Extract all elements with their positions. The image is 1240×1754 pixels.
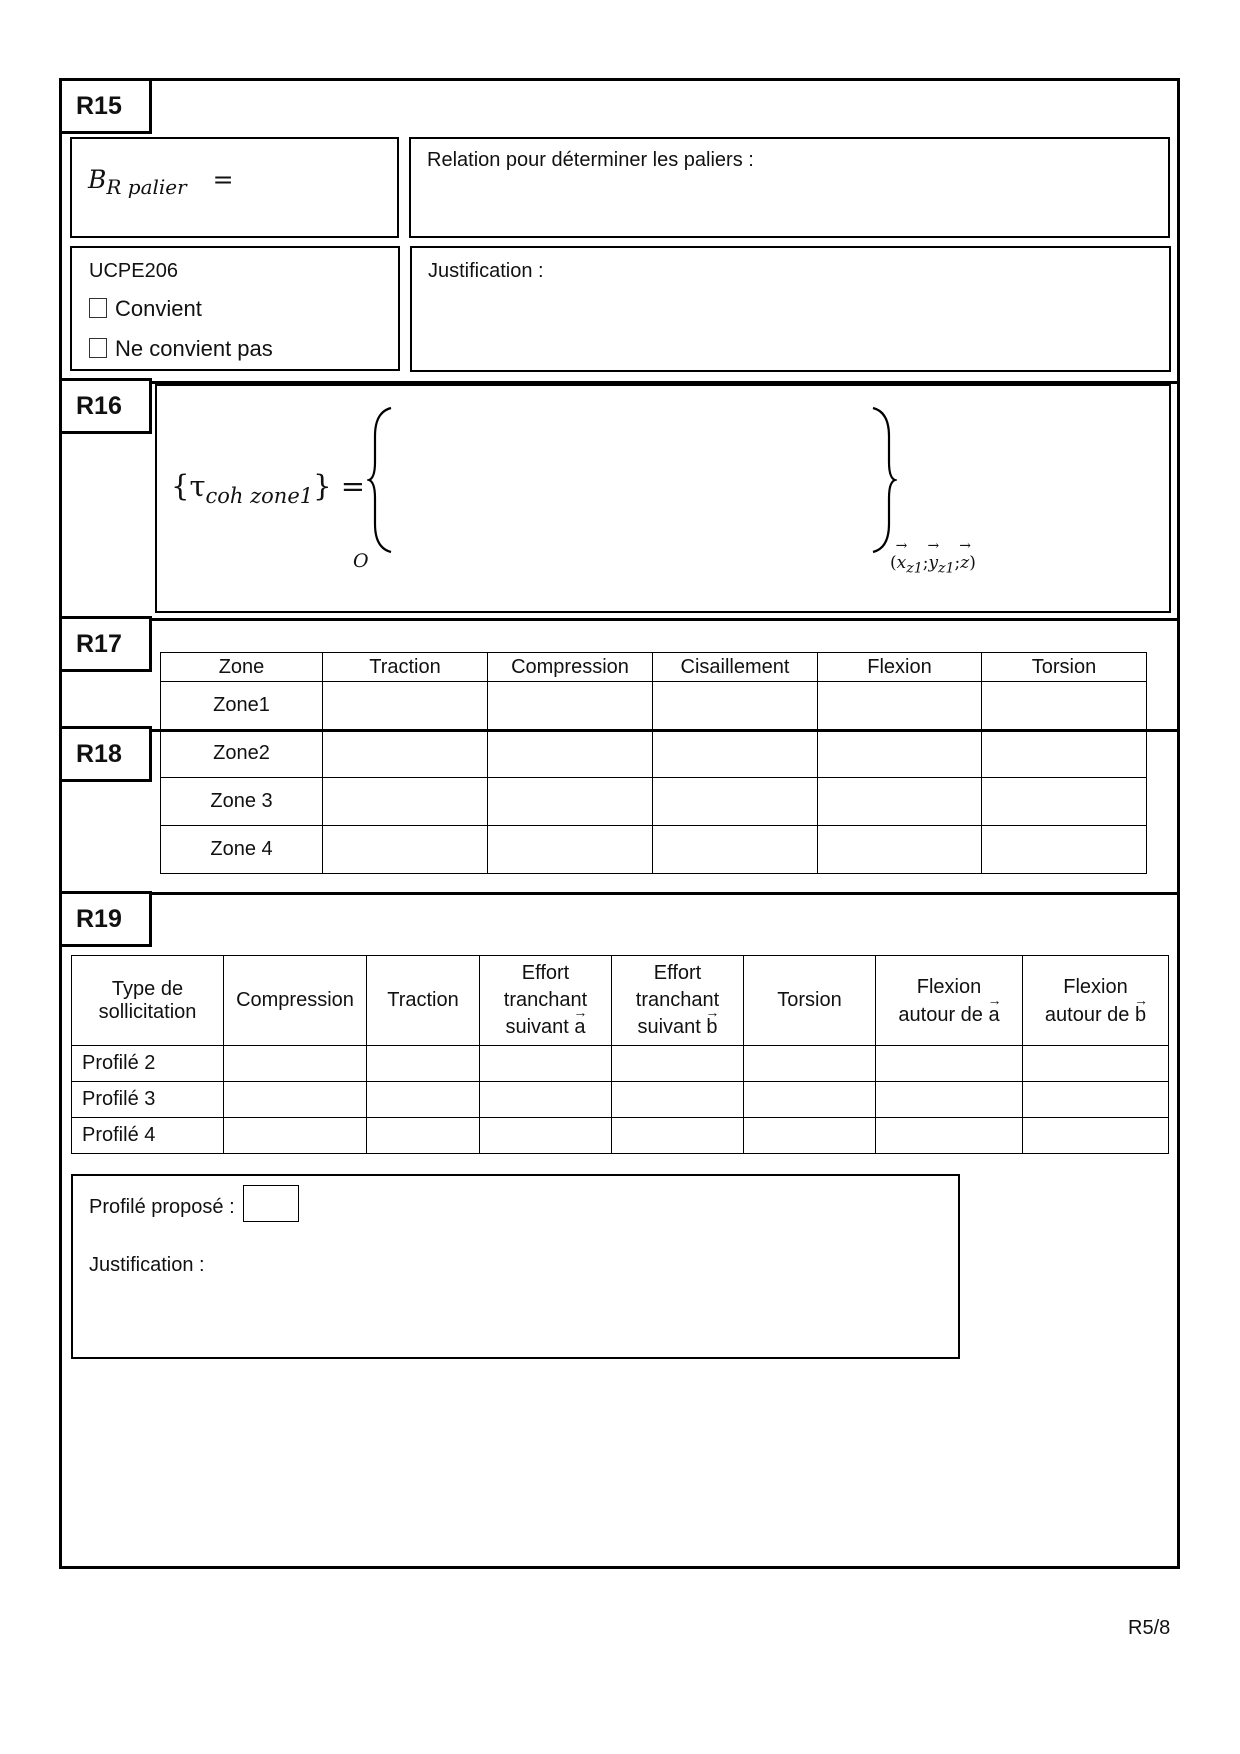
zone-table-header-row [161,653,1147,682]
zone-cell[interactable] [323,778,488,826]
zone-cell[interactable] [488,682,653,730]
zone-header-zone: Zone [161,653,323,682]
basis-label [890,553,976,576]
profile-cell[interactable] [224,1046,367,1082]
flexion-a-line2: autour de [898,1003,983,1026]
section-tag-r18-label: R18 [76,739,122,768]
zone-cell[interactable] [818,730,982,778]
zone-cell[interactable] [982,826,1147,874]
header-type-sollicitation: Type de sollicitation [72,956,224,1046]
profile-cell[interactable] [480,1046,612,1082]
basis-close: ) [969,553,976,573]
flexion-a-line1: Flexion [916,975,982,998]
zone-cell[interactable] [323,730,488,778]
profile-table-header-row [72,956,1169,1046]
torsor-label [171,469,365,508]
profile-solicitation-table [71,955,1169,1154]
justification-label-r19: Justification : [89,1254,205,1276]
profile-row-label: Profilé 4 [72,1118,224,1154]
table-row [161,778,1147,826]
br-symbol: B [88,165,107,194]
section-tag-r19 [59,891,152,947]
basis-y: y [928,553,939,573]
profile-cell[interactable] [612,1118,744,1154]
section-tag-r15 [59,78,152,134]
divider-r16-r17 [62,618,1177,621]
origin-label: O [353,550,369,572]
zone-cell[interactable] [653,730,818,778]
vector-b-icon: b → [1135,1001,1146,1029]
profile-cell[interactable] [876,1046,1023,1082]
basis-z: z [960,553,970,573]
zone-row-label: Zone1 [161,682,323,730]
right-brace-icon [867,406,897,554]
br-palier-formula [88,165,234,199]
table-row [72,1082,1169,1118]
effort-a-line1: Effort [521,962,570,984]
basis-y-sub: z1 [938,560,955,577]
option-ne-convient-pas[interactable] [89,336,273,362]
justification-label-r15: Justification : [428,260,544,282]
zone-row-label: Zone2 [161,730,323,778]
zone-cell[interactable] [653,826,818,874]
profile-cell[interactable] [744,1082,876,1118]
header-effort-tranchant-b [612,956,744,1046]
profile-proposed-label: Profilé proposé : [89,1196,235,1218]
header-torsion: Torsion [744,956,876,1046]
profile-proposed-input[interactable] [243,1185,299,1222]
basis-x-vector [897,553,923,576]
zone-row-label: Zone 4 [161,826,323,874]
header-traction: Traction [367,956,480,1046]
zone-cell[interactable] [982,682,1147,730]
zone-header-cisaillement: Cisaillement [653,653,818,682]
profile-cell[interactable] [480,1082,612,1118]
flexion-b-line1: Flexion [1063,975,1128,998]
zone-header-flexion: Flexion [818,653,982,682]
profile-cell[interactable] [367,1082,480,1118]
section-tag-r16-label: R16 [76,391,122,420]
effort-a-line3: suivant [505,1016,569,1038]
profile-row-label: Profilé 2 [72,1046,224,1082]
section-tag-r17 [59,616,152,672]
effort-a-line2: tranchant [503,989,588,1011]
profile-cell[interactable] [744,1046,876,1082]
zone-header-torsion: Torsion [982,653,1147,682]
profile-cell[interactable] [612,1082,744,1118]
zone-cell[interactable] [653,778,818,826]
zone-cell[interactable] [818,778,982,826]
header-compression: Compression [224,956,367,1046]
zone-cell[interactable] [488,826,653,874]
relation-label: Relation pour déterminer les paliers : [427,149,754,171]
basis-sep-2: ; [954,553,961,573]
table-row [72,1046,1169,1082]
basis-x-sub: z1 [906,560,923,577]
zone-row-label: Zone 3 [161,778,323,826]
profile-cell[interactable] [876,1082,1023,1118]
zone-header-compression: Compression [488,653,653,682]
effort-b-line3: suivant [637,1016,701,1038]
profile-cell[interactable] [1023,1046,1169,1082]
page-number: R5/8 [1128,1617,1171,1639]
zone-header-traction: Traction [323,653,488,682]
profile-row-label: Profilé 3 [72,1082,224,1118]
flexion-b-line2: autour de [1044,1003,1130,1026]
effort-b-line1: Effort [653,962,702,984]
section-tag-r18 [59,726,152,782]
br-subscript: R palier [106,175,187,199]
table-row [161,826,1147,874]
zone-cell[interactable] [323,682,488,730]
basis-sep-1: ; [922,553,929,573]
basis-y-vector [928,553,954,576]
ucpe-label: UCPE206 [89,260,178,282]
profile-proposal-box [71,1174,960,1359]
br-palier-box[interactable] [70,137,399,238]
ucpe-choice-box [70,246,400,371]
profile-cell[interactable] [367,1046,480,1082]
option-ne-convient-pas-label: Ne convient pas [115,336,273,361]
zone-cell[interactable] [818,826,982,874]
zone-cell[interactable] [982,778,1147,826]
section-tag-r15-label: R15 [76,91,122,120]
option-convient[interactable] [89,296,202,322]
table-row [72,1118,1169,1154]
ne-convient-pas-checkbox[interactable] [89,338,107,358]
zone-cell[interactable] [818,682,982,730]
profile-cell[interactable] [224,1118,367,1154]
profile-cell[interactable] [876,1118,1023,1154]
basis-z-vector [960,553,969,573]
convient-checkbox[interactable] [89,298,107,318]
header-effort-tranchant-a [480,956,612,1046]
profile-cell[interactable] [1023,1082,1169,1118]
zone-cell[interactable] [653,682,818,730]
vector-a-icon: a → [574,1014,585,1041]
br-equals: = [212,165,234,194]
option-convient-label: Convient [115,296,202,321]
torsor-open: {τ [171,469,206,503]
zone-cell[interactable] [323,826,488,874]
table-row [161,730,1147,778]
vector-b-icon: b → [706,1014,717,1041]
zone-cell[interactable] [488,778,653,826]
profile-cell[interactable] [480,1118,612,1154]
relation-box[interactable] [409,137,1170,238]
torsor-close: } = [313,469,366,503]
basis-open: ( [890,553,897,573]
table-row [161,682,1147,730]
zone-solicitation-table [160,652,1147,874]
section-tag-r16 [59,378,152,434]
profile-cell[interactable] [744,1118,876,1154]
profile-cell[interactable] [612,1046,744,1082]
profile-cell[interactable] [224,1082,367,1118]
vector-a-icon: a → [988,1001,999,1029]
justification-box-r15[interactable] [410,246,1171,372]
basis-x: x [896,553,907,573]
torsor-box[interactable] [155,384,1171,613]
zone-cell[interactable] [488,730,653,778]
section-tag-r17-label: R17 [76,629,122,658]
zone-cell[interactable] [982,730,1147,778]
header-flexion-a [876,956,1023,1046]
left-brace-icon [367,406,397,554]
torsor-subscript: coh zone1 [205,483,314,508]
section-tag-r19-label: R19 [76,904,122,933]
effort-b-line2: tranchant [635,989,720,1011]
header-flexion-b [1023,956,1169,1046]
divider-r18-r19 [62,892,1177,895]
profile-cell[interactable] [1023,1118,1169,1154]
profile-cell[interactable] [367,1118,480,1154]
